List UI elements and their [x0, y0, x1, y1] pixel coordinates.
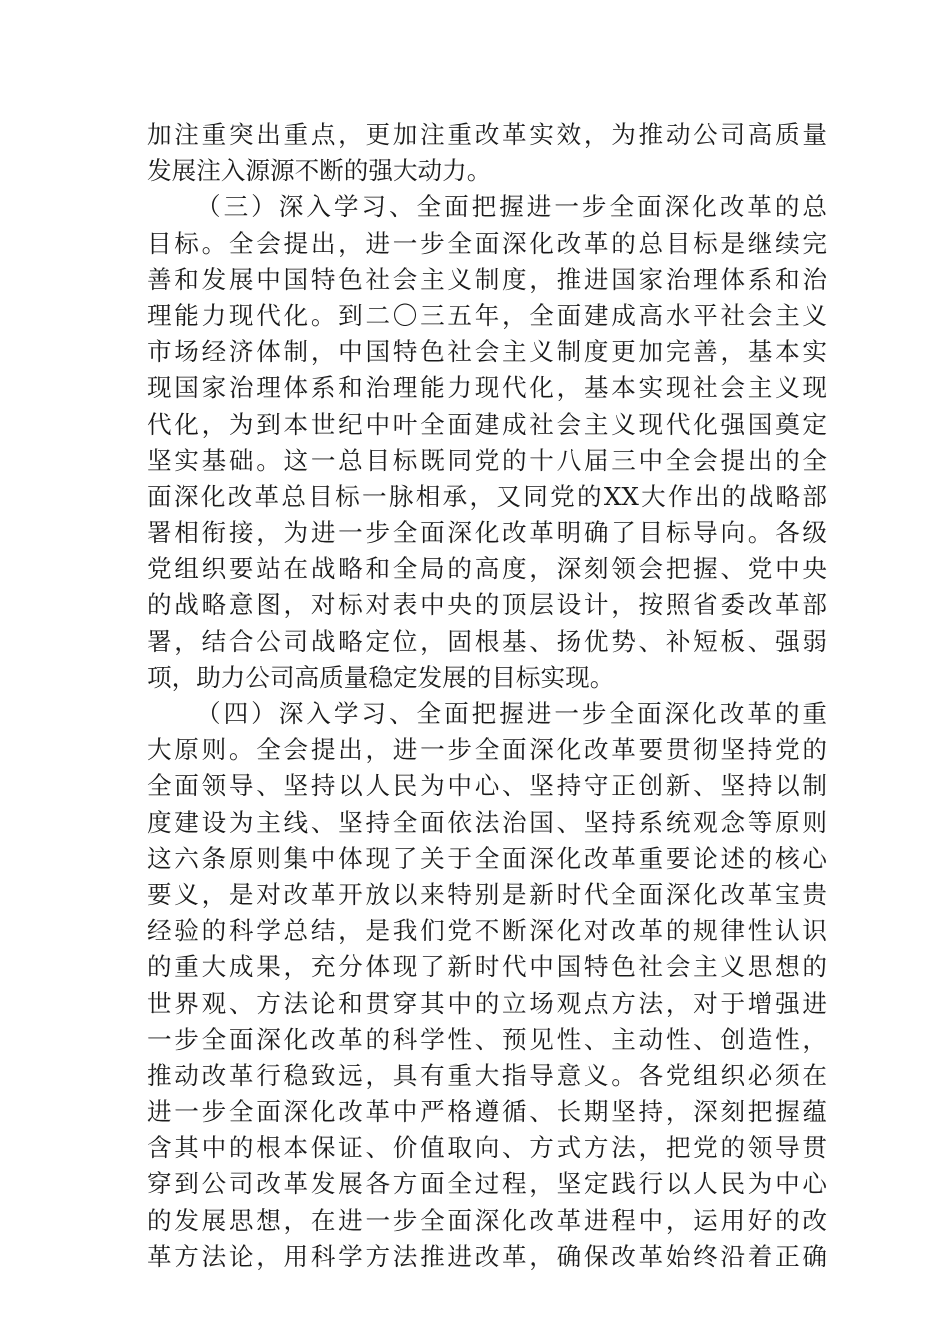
text-line: 代化，为到本世纪中叶全面建成社会主义现代化强国奠定	[147, 409, 827, 439]
text-line: 署相衔接，为进一步全面深化改革明确了目标导向。各级	[147, 518, 827, 548]
text-line: 全面领导、坚持以人民为中心、坚持守正创新、坚持以制	[147, 771, 827, 801]
text-line: 目标。全会提出，进一步全面深化改革的总目标是继续完	[147, 228, 827, 258]
text-line: 世界观、方法论和贯穿其中的立场观点方法，对于增强进	[147, 988, 827, 1018]
text-line: 署，结合公司战略定位，固根基、扬优势、补短板、强弱	[147, 626, 827, 656]
text-line: 项，助力公司高质量稳定发展的目标实现。	[147, 662, 615, 692]
text-line: 一步全面深化改革的科学性、预见性、主动性、创造性，	[147, 1024, 827, 1054]
text-line: 善和发展中国特色社会主义制度，推进国家治理体系和治	[147, 264, 827, 294]
text-line: 度建设为主线、坚持全面依法治国、坚持系统观念等原则	[147, 807, 827, 837]
text-line: 革方法论，用科学方法推进改革，确保改革始终沿着正确	[147, 1241, 827, 1271]
text-line: 要义，是对改革开放以来特别是新时代全面深化改革宝贵	[147, 879, 827, 909]
text-line: 面深化改革总目标一脉相承，又同党的XX大作出的战略部	[147, 481, 827, 511]
section-heading-line: （四）深入学习、全面把握进一步全面深化改革的重	[196, 699, 827, 728]
section-heading-line: （三）深入学习、全面把握进一步全面深化改革的总	[196, 192, 827, 222]
text-line: 坚实基础。这一总目标既同党的十八届三中全会提出的全	[147, 445, 827, 475]
text-line: 的发展思想，在进一步全面深化改革进程中，运用好的改	[147, 1205, 827, 1235]
text-line: 发展注入源源不断的强大动力。	[147, 156, 492, 186]
text-line: 加注重突出重点，更加注重改革实效，为推动公司高质量	[147, 120, 827, 149]
text-line: 推动改革行稳致远，具有重大指导意义。各党组织必须在	[147, 1060, 827, 1090]
text-line: 的重大成果，充分体现了新时代中国特色社会主义思想的	[147, 952, 827, 982]
text-line: 现国家治理体系和治理能力现代化，基本实现社会主义现	[147, 373, 827, 403]
text-line: 穿到公司改革发展各方面全过程，坚定践行以人民为中心	[147, 1169, 827, 1199]
text-line: 理能力现代化。到二〇三五年，全面建成高水平社会主义	[147, 300, 827, 330]
text-line: 含其中的根本保证、价值取向、方式方法，把党的领导贯	[147, 1133, 827, 1163]
text-line: 党组织要站在战略和全局的高度，深刻领会把握、党中央	[147, 554, 827, 584]
text-line: 大原则。全会提出，进一步全面深化改革要贯彻坚持党的	[147, 735, 827, 765]
text-line: 的战略意图，对标对表中央的顶层设计，按照省委改革部	[147, 590, 827, 620]
body-text	[147, 117, 827, 1275]
text-line: 这六条原则集中体现了关于全面深化改革重要论述的核心	[147, 843, 827, 873]
text-line: 进一步全面深化改革中严格遵循、长期坚持，深刻把握蕴	[147, 1097, 827, 1127]
text-line: 经验的科学总结，是我们党不断深化对改革的规律性认识	[147, 916, 827, 946]
text-line: 市场经济体制，中国特色社会主义制度更加完善，基本实	[147, 337, 827, 367]
